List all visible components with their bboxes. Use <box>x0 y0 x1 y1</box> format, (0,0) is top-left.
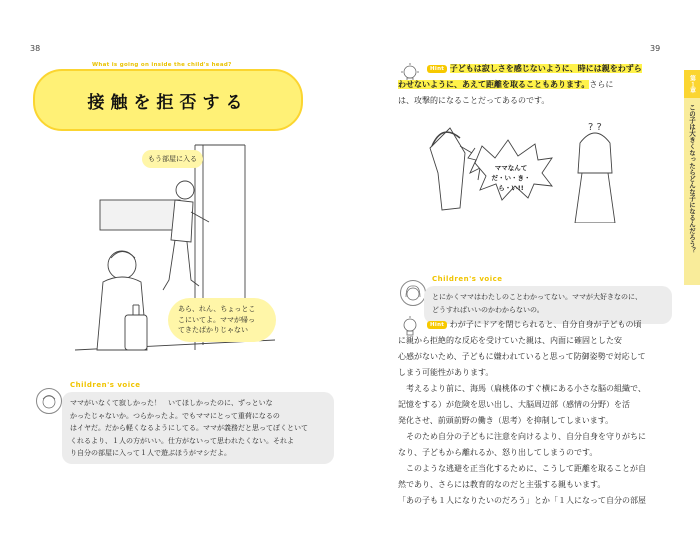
page-title: 接触を拒否する <box>87 92 249 113</box>
voice-line: くれるより、１人の方がいい。仕方がないって思われたくない。それよ <box>70 436 294 445</box>
voice-line: り自分の部屋に入って１人で遊ぶほうがマシだよ。 <box>70 449 231 457</box>
intro-rest-2: は、攻撃的になることだってあるのです。 <box>398 96 550 105</box>
bubble-mom-line: こにいてよ。ママが帰っ <box>178 315 255 324</box>
svg-text:? ?: ? ? <box>588 122 602 133</box>
body-line: 心感がないため、子どもに嫌われていると思って防御姿勢で対応して <box>398 352 646 361</box>
intro-paragraph <box>427 61 657 77</box>
voice-line: かったじゃないか。つらかったよ。でもママにとって重荷になるの <box>70 411 280 420</box>
children-voice-box-left <box>62 392 334 464</box>
voice-line: とにかくママはわたしのことわかってない。ママが大好きなのに、 <box>432 293 642 301</box>
bubble-mom-line: てきたばかりじゃない <box>178 326 248 334</box>
body-line: 発化させ、前頭前野の働き（思考）を抑制してしまいます。 <box>398 416 614 425</box>
body-line: 記憶をする）が危険を思い出し、大脳周辺部（感情の分野）を活 <box>398 400 630 409</box>
page-number-right: 39 <box>650 44 661 53</box>
page-number-left: 38 <box>30 44 41 53</box>
chapter-side-text: この子は大きくなったらどんな子になるんだろう？ <box>688 104 696 254</box>
body-line: このような逃避を正当化するために、こうして距離を取ることが自 <box>398 464 646 473</box>
child-face-icon <box>37 389 61 413</box>
shout-line: ママなんて <box>494 164 528 172</box>
body-line: しまう可能性があります。 <box>398 368 494 377</box>
chapter-label: 第１章 <box>684 70 700 98</box>
bubble-mom-line: あら、れん、ちょっとこ <box>178 305 256 313</box>
child-avatar-left <box>36 388 62 414</box>
body-first-text: わが子にドアを閉じられると、自分自身が子どもの頃 <box>449 320 642 329</box>
voice-label-right: Children's voice <box>432 275 503 283</box>
voice-line: ママがいなくて寂しかった！ いてほしかったのに、ずっといな <box>70 399 273 407</box>
body-line: 「あの子も１人になりたいのだろう」とか「１人になって自分の部屋 <box>398 496 646 505</box>
body-paragraph <box>398 333 660 509</box>
child-avatar-right <box>400 280 426 306</box>
title-banner <box>33 69 303 131</box>
kicker-text: What is going on inside the child's head? <box>92 62 232 68</box>
intro-highlight-1: 子どもは寂しさを感じないように、時には親をわずら <box>449 64 642 73</box>
body-line: そのため自分の子どもに注意を向けるより、自分自身を守りがちに <box>398 432 646 441</box>
body-line: に親から拒絶的な反応を受けていた親は、内面に確固とした安 <box>398 336 622 345</box>
girl-face-icon <box>401 281 425 305</box>
body-line: 然であり、さらには教育的なのだと主張する親もいます。 <box>398 480 606 489</box>
voice-line: どうすればいいのかわからないの。 <box>432 305 544 314</box>
hint-badge: Hint <box>427 65 447 73</box>
intro-highlight-2: わせないように、あえて距離を取ることもあります。 <box>398 80 590 89</box>
body-line: 考えるより前に、海馬（扁桃体のすぐ横にある小さな脳の組織で、 <box>398 384 646 393</box>
chapter-side-tab <box>684 70 700 285</box>
voice-line: はイヤだ。だから軽くなるようにしてる。ママが義務だと思ってぼくといて <box>70 424 308 432</box>
hint-badge-2: Hint <box>427 321 447 329</box>
intro-rest-1: さらに <box>589 80 614 89</box>
intro-paragraph-2 <box>398 77 658 93</box>
voice-label-left: Children's voice <box>70 381 141 389</box>
body-first-line <box>427 317 662 333</box>
shout-text <box>486 163 536 193</box>
bubble-enter-text: もう部屋に入る <box>148 155 197 163</box>
speech-bubble-child <box>142 150 203 168</box>
body-line: なり、子どもから離れるか、怒り出してしまうのです。 <box>398 448 598 457</box>
speech-bubble-mother <box>168 298 276 342</box>
shout-line: だ・い・き・ら・い!! <box>491 174 531 192</box>
